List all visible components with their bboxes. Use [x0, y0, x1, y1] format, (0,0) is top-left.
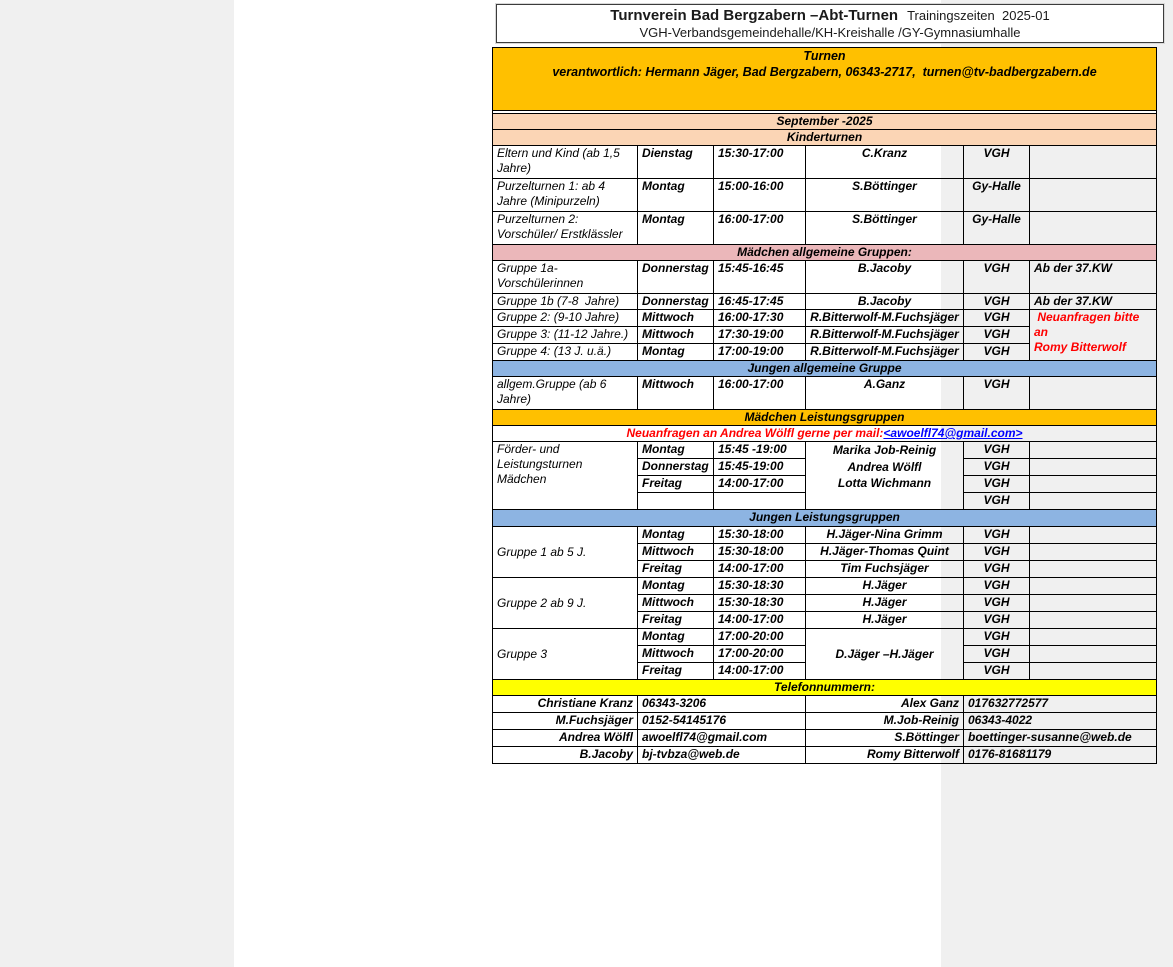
training-schedule-table: [492, 47, 1157, 764]
cell-time: 15:45 -19:00: [714, 442, 806, 459]
group-line: Leistungsturnen: [497, 457, 583, 471]
cell-day: Montag: [638, 578, 714, 595]
cell-day: Montag: [638, 442, 714, 459]
cell-trainer: R.Bitterwolf-M.Fuchsjäger: [806, 327, 964, 344]
trainer-line: Andrea Wölfl: [847, 459, 922, 474]
cell-location: VGH: [964, 261, 1030, 294]
cell-day: Montag: [638, 527, 714, 544]
cell-time: 14:00-17:00: [714, 561, 806, 578]
mail-note-row: [493, 426, 1157, 442]
cell-note: [1030, 179, 1157, 212]
cell-location: VGH: [964, 442, 1030, 459]
cell-time: 15:45-19:00: [714, 459, 806, 476]
cell-group: Gruppe 1b (7-8 Jahre): [493, 294, 638, 310]
cell-time: 16:45-17:45: [714, 294, 806, 310]
note-line: an: [1034, 325, 1049, 339]
cell-trainer: R.Bitterwolf-M.Fuchsjäger: [806, 310, 964, 327]
cell-day: Freitag: [638, 612, 714, 629]
section-turnen-title: Turnen: [803, 49, 846, 63]
cell-day: Montag: [638, 212, 714, 245]
cell-group-foerder: [493, 442, 638, 510]
cell-location: VGH: [964, 561, 1030, 578]
cell-location: VGH: [964, 544, 1030, 561]
phone-name: Romy Bitterwolf: [806, 747, 964, 764]
section-turnen: [493, 48, 1157, 111]
cell-location: Gy-Halle: [964, 212, 1030, 245]
group-line: Förder- und: [497, 442, 560, 456]
cell-note: Ab der 37.KW: [1030, 261, 1157, 294]
cell-location: VGH: [964, 578, 1030, 595]
cell-location: VGH: [964, 527, 1030, 544]
phone-name: B.Jacoby: [493, 747, 638, 764]
cell-note: [1030, 377, 1157, 410]
cell-note: [1030, 493, 1157, 510]
cell-day: Montag: [638, 179, 714, 212]
cell-location: VGH: [964, 146, 1030, 179]
cell-time: 15:30-18:30: [714, 595, 806, 612]
cell-day: Freitag: [638, 476, 714, 493]
cell-trainers-foerder: [806, 442, 964, 510]
cell-time: 14:00-17:00: [714, 612, 806, 629]
cell-trainer: S.Böttinger: [806, 179, 964, 212]
cell-group: Eltern und Kind (ab 1,5 Jahre): [493, 146, 638, 179]
phone-name: M.Fuchsjäger: [493, 713, 638, 730]
cell-trainer: B.Jacoby: [806, 261, 964, 294]
cell-day: Mittwoch: [638, 310, 714, 327]
phone-name: M.Job-Reinig: [806, 713, 964, 730]
cell-time: 17:00-20:00: [714, 629, 806, 646]
cell-time: 17:00-19:00: [714, 344, 806, 361]
cell-day: Donnerstag: [638, 459, 714, 476]
phone-value: awoelfl74@gmail.com: [638, 730, 806, 747]
cell-note: [1030, 561, 1157, 578]
cell-group: Purzelturnen 1: ab 4 Jahre (Minipurzeln): [493, 179, 638, 212]
cell-location: VGH: [964, 612, 1030, 629]
cell-group: Gruppe 3: [493, 629, 638, 680]
cell-day: Montag: [638, 629, 714, 646]
phone-value: 0176-81681179: [964, 747, 1157, 764]
band-month: September -2025: [493, 114, 1157, 130]
cell-group: Purzelturnen 2: Vorschüler/ Erstklässler: [493, 212, 638, 245]
cell-time: 16:00-17:00: [714, 377, 806, 410]
cell-trainer: S.Böttinger: [806, 212, 964, 245]
cell-note: [1030, 595, 1157, 612]
cell-trainer: H.Jäger: [806, 612, 964, 629]
cell-location: VGH: [964, 663, 1030, 680]
cell-trainer: R.Bitterwolf-M.Fuchsjäger: [806, 344, 964, 361]
cell-location: VGH: [964, 629, 1030, 646]
document-page: [234, 0, 1140, 967]
cell-time: 17:00-20:00: [714, 646, 806, 663]
cell-location: VGH: [964, 646, 1030, 663]
phone-value: boettinger-susanne@web.de: [964, 730, 1157, 747]
cell-day: Donnerstag: [638, 261, 714, 294]
cell-note: [1030, 663, 1157, 680]
cell-note: [1030, 629, 1157, 646]
cell-day: Mittwoch: [638, 377, 714, 410]
cell-day: Dienstag: [638, 146, 714, 179]
document-title-box: [496, 4, 1164, 43]
cell-day: Freitag: [638, 561, 714, 578]
cell-location: VGH: [964, 327, 1030, 344]
band-jungen-leistung: Jungen Leistungsgruppen: [493, 510, 1157, 527]
cell-location: VGH: [964, 493, 1030, 510]
cell-note: [1030, 527, 1157, 544]
title-season: Trainingszeiten 2025-01: [907, 8, 1050, 23]
cell-location: Gy-Halle: [964, 179, 1030, 212]
cell-note: [1030, 578, 1157, 595]
cell-location: VGH: [964, 310, 1030, 327]
note-line: Romy Bitterwolf: [1034, 340, 1127, 354]
phone-name: Andrea Wölfl: [493, 730, 638, 747]
phone-value: bj-tvbza@web.de: [638, 747, 806, 764]
cell-trainer: D.Jäger –H.Jäger: [806, 629, 964, 680]
cell-time: [714, 493, 806, 510]
cell-time: 14:00-17:00: [714, 663, 806, 680]
cell-location: VGH: [964, 294, 1030, 310]
cell-time: 15:30-17:00: [714, 146, 806, 179]
cell-trainer: H.Jäger: [806, 595, 964, 612]
cell-day: Mittwoch: [638, 327, 714, 344]
cell-group: Gruppe 4: (13 J. u.ä.): [493, 344, 638, 361]
band-kinderturnen: Kinderturnen: [493, 130, 1157, 146]
cell-day: [638, 493, 714, 510]
cell-group: Gruppe 3: (11-12 Jahre.): [493, 327, 638, 344]
cell-time: 14:00-17:00: [714, 476, 806, 493]
cell-time: 15:30-18:00: [714, 544, 806, 561]
cell-trainer: A.Ganz: [806, 377, 964, 410]
note-line: Neuanfragen bitte: [1034, 310, 1140, 324]
band-maedchen-allgemein: Mädchen allgemeine Gruppen:: [493, 245, 1157, 261]
cell-group: Gruppe 2: (9-10 Jahre): [493, 310, 638, 327]
cell-day: Mittwoch: [638, 646, 714, 663]
cell-note: [1030, 459, 1157, 476]
cell-trainer: H.Jäger: [806, 578, 964, 595]
cell-trainer: Tim Fuchsjäger: [806, 561, 964, 578]
mail-note-text: Neuanfragen an Andrea Wölfl gerne per mail:: [626, 426, 884, 440]
cell-location: VGH: [964, 459, 1030, 476]
cell-note: [1030, 544, 1157, 561]
phone-value: 017632772577: [964, 696, 1157, 713]
cell-day: Mittwoch: [638, 544, 714, 561]
cell-day: Montag: [638, 344, 714, 361]
trainer-line: Marika Job-Reinig: [832, 443, 937, 457]
phone-name: S.Böttinger: [806, 730, 964, 747]
document-title-line: [497, 7, 1163, 25]
cell-time: 15:00-16:00: [714, 179, 806, 212]
phone-name: Alex Ganz: [806, 696, 964, 713]
cell-trainer: C.Kranz: [806, 146, 964, 179]
cell-trainer: B.Jacoby: [806, 294, 964, 310]
phone-name: Christiane Kranz: [493, 696, 638, 713]
band-telefonnummern: Telefonnummern:: [493, 680, 1157, 696]
cell-location: VGH: [964, 377, 1030, 410]
note-neuanfragen-romy: [1030, 310, 1157, 361]
section-turnen-contact: verantwortlich: Hermann Jäger, Bad Bergzabern, 06343-2717, turnen@tv-badbergzabern.de: [552, 65, 1097, 79]
cell-time: 15:30-18:30: [714, 578, 806, 595]
band-jungen-allgemein: Jungen allgemeine Gruppe: [493, 361, 1157, 377]
cell-time: 16:00-17:00: [714, 212, 806, 245]
cell-note: [1030, 612, 1157, 629]
cell-note: Ab der 37.KW: [1030, 294, 1157, 310]
cell-note: [1030, 442, 1157, 459]
phone-value: 0152-54145176: [638, 713, 806, 730]
cell-note: [1030, 646, 1157, 663]
cell-day: Freitag: [638, 663, 714, 680]
phone-value: 06343-4022: [964, 713, 1157, 730]
group-line: Mädchen: [497, 472, 547, 486]
cell-group: Gruppe 2 ab 9 J.: [493, 578, 638, 629]
band-maedchen-leistung: Mädchen Leistungsgruppen: [493, 410, 1157, 426]
cell-day: Mittwoch: [638, 595, 714, 612]
cell-time: 15:30-18:00: [714, 527, 806, 544]
cell-note: [1030, 212, 1157, 245]
cell-day: Donnerstag: [638, 294, 714, 310]
cell-note: [1030, 146, 1157, 179]
cell-location: VGH: [964, 344, 1030, 361]
cell-trainer: H.Jäger-Thomas Quint: [806, 544, 964, 561]
email-link[interactable]: <awoelfl74@gmail.com>: [883, 426, 1023, 440]
cell-location: VGH: [964, 595, 1030, 612]
cell-location: VGH: [964, 476, 1030, 493]
phone-value: 06343-3206: [638, 696, 806, 713]
cell-note: [1030, 476, 1157, 493]
cell-time: 16:00-17:30: [714, 310, 806, 327]
cell-time: 17:30-19:00: [714, 327, 806, 344]
cell-group: Gruppe 1a-Vorschülerinnen: [493, 261, 638, 294]
trainer-line: Lotta Wichmann: [837, 476, 932, 490]
cell-group: allgem.Gruppe (ab 6 Jahre): [493, 377, 638, 410]
cell-time: 15:45-16:45: [714, 261, 806, 294]
cell-trainer: H.Jäger-Nina Grimm: [806, 527, 964, 544]
club-title: Turnverein Bad Bergzabern –Abt-Turnen: [610, 7, 899, 24]
hall-legend: VGH-Verbandsgemeindehalle/KH-Kreishalle /GY-Gymnasiumhalle: [639, 25, 1021, 40]
cell-group: Gruppe 1 ab 5 J.: [493, 527, 638, 578]
